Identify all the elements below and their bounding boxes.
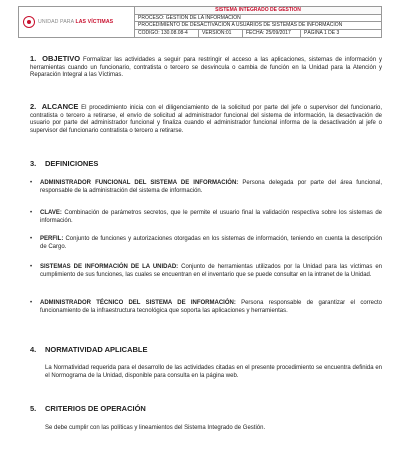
logo-text: [38, 19, 113, 25]
section-heading: ALCANCE: [41, 102, 79, 111]
section-heading: NORMATIVIDAD APLICABLE: [45, 345, 148, 354]
definition-body: Conjunto de herramientas utilizados por la Unidad para las víctimas en cumplimiento de sus funciones, las cuales se encuentran en el inventario que se puede consultar en la intranet de la Unidad.: [40, 264, 382, 278]
definition-body: Persona responsable de garantizar el correcto funcionamiento de la infraestructura tecnológica que soporta las aplicaciones y herramientas.: [40, 300, 382, 314]
section-heading: CRITERIOS DE OPERACIÓN: [45, 404, 146, 413]
section-text: El procedimiento inicia con el diligenciamiento de la solicitud por parte del jefe o supervisor del funcionario, contratista o tercero a retirarse, el envío de solicitud al administrador funcional del sistema de información, la desactivación de usuario por parte del administrador funcional y finaliza cuando el administrador funcional informa de la desactivación al jefe o supervisor del funcionario contratista o tercero a retirarse.: [30, 105, 382, 134]
section-normatividad: [30, 346, 382, 354]
document-header: [18, 6, 382, 38]
header-info: [135, 7, 381, 37]
definition-body: Combinación de parámetros secretos, que le permite el usuario final la validación respectiva sobre los sistemas de información.: [40, 210, 382, 224]
definition-text: [30, 180, 382, 195]
bullet-icon: •: [30, 210, 33, 216]
definition-text: [30, 210, 382, 225]
definition-text: [30, 300, 382, 315]
procedure-label: PROCEDIMIENTO DE DESACTIVACIÓN A USUARIOS DE SISTEMAS DE INFORMACIÓN: [138, 22, 343, 29]
process-row: [135, 15, 381, 23]
definition-body: Persona delegada por parte del área funcional, responsable de la administración del sistema de información.: [40, 180, 382, 194]
section-header: [30, 160, 382, 168]
logo-text-part-b: LAS VÍCTIMAS: [75, 19, 114, 25]
version-label: VERSIÓN:01: [199, 30, 243, 37]
date-label: FECHA: 25/09/2017: [243, 30, 301, 37]
section-text: Formalizar las actividades a seguir para restringir el acceso a las aplicaciones, sistemas de información y herramientas cuando un funcionario, contratista o tercero se desvincula o cambia de función en la Unidad para la Atención y Reparación Integral a las Víctimas.: [30, 57, 382, 79]
section-number: 4.: [30, 345, 37, 354]
normatividad-paragraph: La Normatividad requerida para el desarrollo de las actividades citadas en el presente procedimiento se encuentra definida en el Normograma de la Unidad, disponible para consulta en la página web.: [45, 365, 382, 379]
alcance-paragraph: [30, 103, 382, 135]
section-heading: DEFINICIONES: [45, 159, 99, 168]
definition-term: SISTEMAS DE INFORMACIÓN DE LA UNIDAD:: [40, 264, 179, 270]
logo: [19, 7, 135, 37]
section-criterios: [30, 405, 382, 413]
section-alcance: [30, 103, 382, 135]
definition-term: PERFIL:: [40, 236, 64, 242]
section-objetivo: [30, 55, 382, 80]
definition-item: [30, 180, 382, 195]
definition-body: Conjunto de funciones y autorizaciones otorgadas en los sistemas de información, teniendo en cuenta la descripción de Cargo.: [40, 236, 382, 250]
bullet-icon: •: [30, 264, 33, 270]
code-label: CÓDIGO: 130.08.08-4: [135, 30, 199, 37]
process-label: PROCESO: GESTIÓN DE LA INFORMACIÓN: [138, 14, 241, 21]
definition-item: [30, 236, 382, 251]
section-definiciones: [30, 160, 382, 168]
section-header: [30, 405, 382, 413]
criterios-paragraph: Se debe cumplir con las políticas y lineamientos del Sistema Integrado de Gestión.: [45, 425, 266, 431]
meta-row: [135, 30, 381, 37]
section-number: 1.: [30, 54, 37, 63]
definition-item: [30, 264, 382, 279]
bullet-icon: •: [30, 236, 33, 242]
section-number: 5.: [30, 404, 37, 413]
procedure-row: [135, 22, 381, 30]
definition-term: CLAVE:: [40, 210, 62, 216]
section-number: 2.: [30, 102, 37, 111]
page-label: PÁGINA 1 DE 3: [304, 30, 340, 37]
system-title: SISTEMA INTEGRADO DE GESTIÓN: [135, 7, 381, 15]
bullet-icon: •: [30, 300, 33, 306]
section-heading: OBJETIVO: [42, 54, 81, 63]
unidad-victimas-logo-icon: [23, 16, 35, 28]
section-number: 3.: [30, 159, 37, 168]
definition-text: [30, 264, 382, 279]
definition-term: ADMINISTRADOR FUNCIONAL DEL SISTEMA DE INFORMACIÓN:: [40, 180, 239, 186]
definition-item: [30, 300, 382, 315]
bullet-icon: •: [30, 180, 33, 186]
definition-term: ADMINISTRADOR TÉCNICO DEL SISTEMA DE INFORMACIÓN:: [40, 300, 236, 306]
definition-item: [30, 210, 382, 225]
section-header: [30, 346, 382, 354]
logo-text-part-a: UNIDAD PARA: [38, 19, 76, 25]
definition-text: [30, 236, 382, 251]
objetivo-paragraph: [30, 55, 382, 80]
